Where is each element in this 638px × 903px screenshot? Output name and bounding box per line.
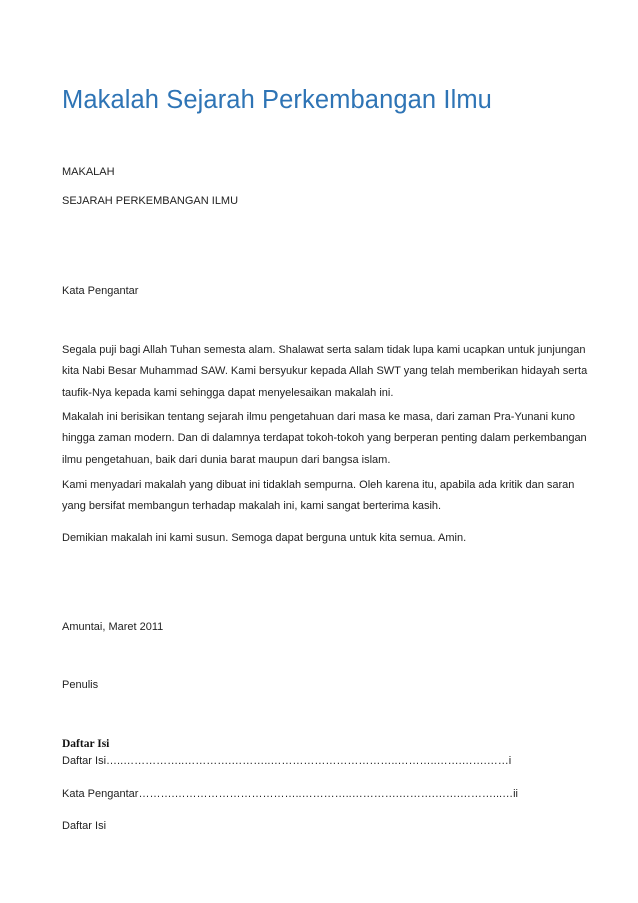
- paragraph-line: Segala puji bagi Allah Tuhan semesta alam. Shalawat serta salam tidak lupa kami ucapkan untuk junjungan: [62, 344, 586, 356]
- paragraph-line: Makalah ini berisikan tentang sejarah ilmu pengetahuan dari masa ke masa, dari zaman Pra-Yunani kuno: [62, 411, 576, 423]
- paragraph-4: [62, 528, 582, 549]
- document-title: Makalah Sejarah Perkembangan Ilmu: [62, 86, 492, 114]
- toc-entry: Daftar Isi: [62, 820, 107, 832]
- paragraph-1: [62, 340, 588, 404]
- cover-line-topic: SEJARAH PERKEMBANGAN ILMU: [62, 195, 239, 207]
- paragraph-line: taufik-Nya kepada kami sehingga dapat menyelesaikan makalah ini.: [62, 386, 394, 399]
- toc-entry: Kata Pengantar……….……………………………..…………..………….……….…….………...…ii: [62, 788, 518, 800]
- paragraph-line: ilmu pengetahuan, baik dari dunia barat maupun dari bangsa islam.: [62, 453, 391, 466]
- section-heading-kata-pengantar: Kata Pengantar: [62, 285, 139, 297]
- toc-entry: Daftar Isi…..……………..………….………..……………………………..………..…….…….……i: [62, 755, 512, 767]
- place-date: Amuntai, Maret 2011: [62, 621, 164, 633]
- paragraph-3: [62, 475, 582, 518]
- toc-heading: Daftar Isi: [62, 738, 110, 750]
- cover-line-makalah: MAKALAH: [62, 166, 115, 178]
- paragraph-line: Demikian makalah ini kami susun. Semoga dapat berguna untuk kita semua. Amin.: [62, 532, 467, 544]
- paragraph-line: kita Nabi Besar Muhammad SAW. Kami bersyukur kepada Allah SWT yang telah memberikan hidayah serta: [62, 365, 588, 378]
- paragraph-line: yang bersifat membangun terhadap makalah ini, kami sangat berterima kasih.: [62, 500, 442, 513]
- paragraph-line: Kami menyadari makalah yang dibuat ini tidaklah sempurna. Oleh karena itu, apabila ada kritik dan saran: [62, 479, 575, 491]
- paragraph-2: [62, 407, 587, 471]
- paragraph-line: hingga zaman modern. Dan di dalamnya terdapat tokoh-tokoh yang berperan penting dalam perkembangan: [62, 432, 587, 445]
- author-signature: Penulis: [62, 679, 99, 691]
